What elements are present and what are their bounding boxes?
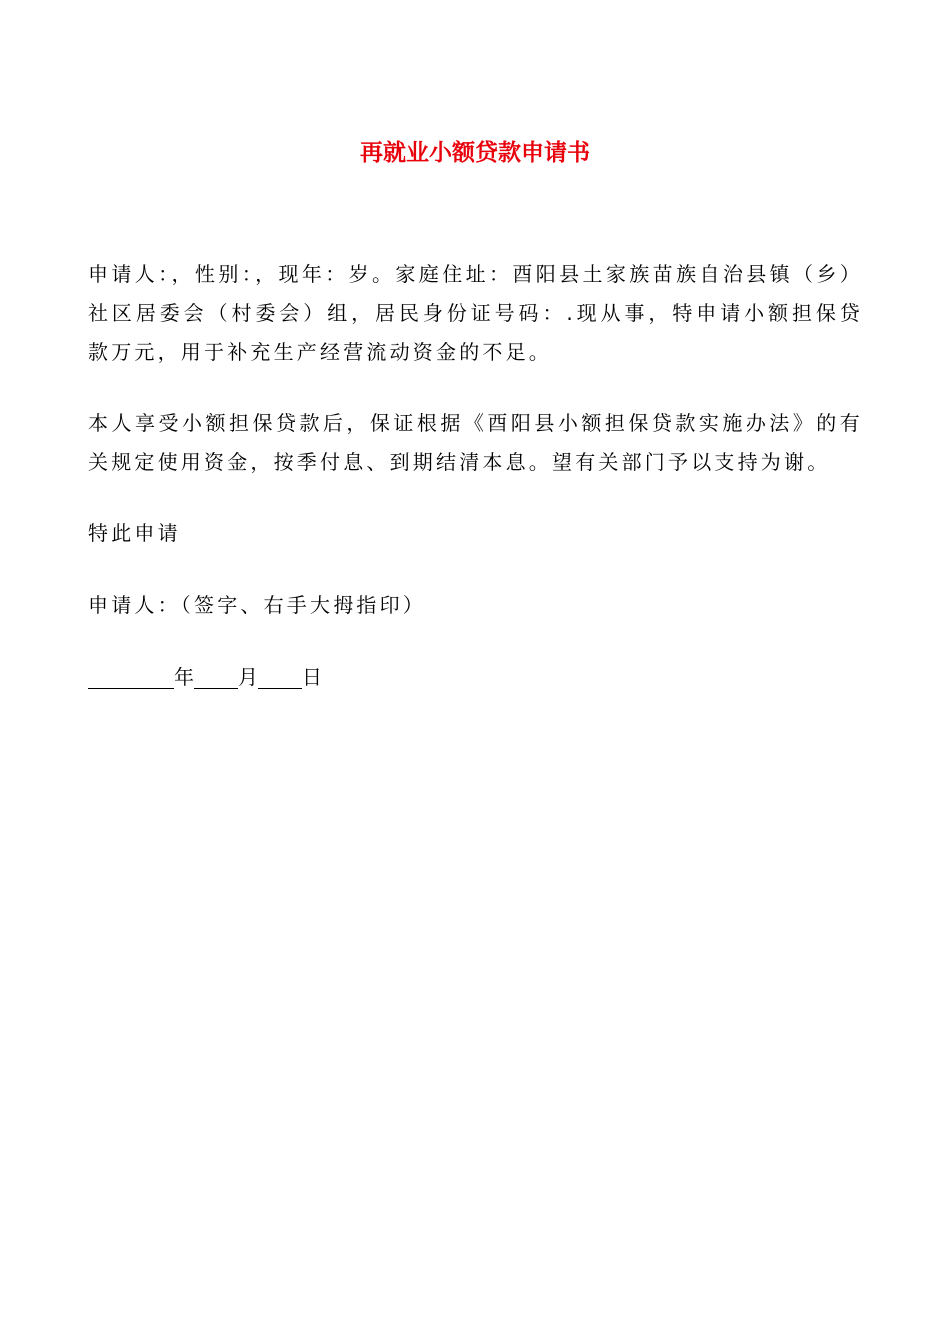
year-label: 年	[174, 665, 194, 689]
signature-line: 申请人：（签字、右手大拇指印）	[88, 593, 426, 617]
month-blank	[194, 666, 238, 689]
year-blank	[88, 666, 174, 689]
day-blank	[258, 666, 302, 689]
day-label: 日	[302, 665, 322, 689]
date-line	[88, 658, 863, 697]
document-title: 再就业小额贷款申请书	[360, 140, 590, 166]
paragraph-guarantee: 本人享受小额担保贷款后，保证根据《酉阳县小额担保贷款实施办法》的有关规定使用资金，按季付息、到期结清本息。望有关部门予以支持为谢。	[88, 411, 863, 474]
month-label: 月	[238, 665, 258, 689]
paragraph-applicant-info: 申请人：，性别：，现年：岁。家庭住址：酉阳县土家族苗族自治县镇（乡）社区居委会（村委会）组，居民身份证号码：.现从事，特申请小额担保贷款万元，用于补充生产经营流动资金的不足。	[88, 262, 863, 364]
closing-text: 特此申请	[88, 521, 181, 545]
